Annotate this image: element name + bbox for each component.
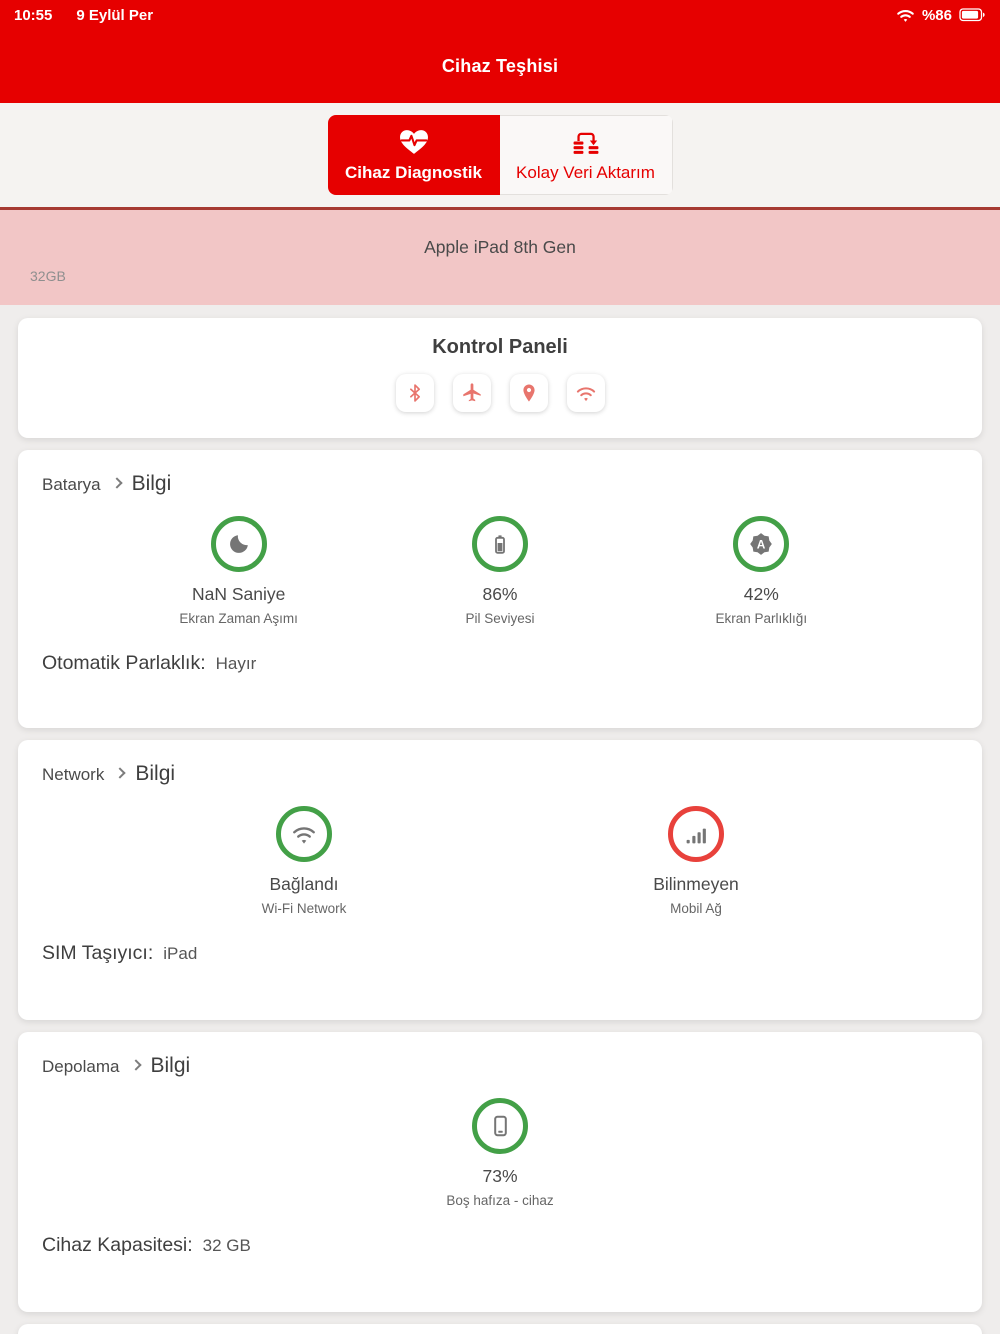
device-banner — [0, 210, 1000, 305]
metric-label: Ekran Parlıklığı — [715, 611, 808, 626]
battery-status-icon — [959, 8, 986, 22]
wifi-icon — [575, 384, 597, 403]
sim-carrier-row — [42, 942, 958, 965]
kv-value: Hayır — [215, 654, 257, 673]
storage-breadcrumb[interactable] — [42, 1054, 958, 1078]
metric-value: 42% — [743, 584, 779, 604]
metric-mobile-network — [586, 806, 806, 916]
battery-breadcrumb[interactable] — [42, 472, 958, 496]
control-panel-card — [18, 318, 982, 438]
battery-icon — [488, 532, 512, 556]
next-section-card-partial — [18, 1324, 982, 1334]
device-model: Apple iPad 8th Gen — [424, 237, 576, 257]
tab-label: Kolay Veri Aktarım — [516, 163, 655, 182]
status-time: 10:55 — [14, 6, 53, 24]
metric-ring — [472, 1098, 528, 1154]
device-capacity-row — [42, 1234, 958, 1257]
svg-text:A: A — [757, 537, 766, 552]
tab-device-diagnostic[interactable] — [328, 115, 500, 195]
app-header — [0, 30, 1000, 103]
device-icon — [488, 1114, 512, 1138]
metric-screen-brightness — [651, 516, 871, 626]
metric-ring — [276, 806, 332, 862]
battery-section-card — [18, 450, 982, 728]
storage-section-card — [18, 1032, 982, 1312]
metric-battery-level — [390, 516, 610, 626]
control-panel-title: Kontrol Paneli — [432, 336, 568, 358]
data-transfer-icon — [569, 127, 603, 156]
wifi-icon — [291, 823, 317, 846]
metric-label: Pil Seviyesi — [465, 611, 535, 626]
network-section-card — [18, 740, 982, 1020]
chevron-right-icon — [111, 477, 122, 488]
breadcrumb-subpage: Bilgi — [131, 472, 172, 495]
signal-bars-icon — [684, 822, 709, 847]
auto-brightness-row — [42, 652, 958, 675]
page-title: Cihaz Teşhisi — [441, 56, 559, 76]
status-date: 9 Eylül Per — [76, 6, 154, 24]
tab-easy-data-transfer[interactable] — [500, 115, 673, 195]
device-capacity: 32GB — [30, 268, 66, 284]
breadcrumb-subpage: Bilgi — [135, 762, 176, 785]
location-icon — [519, 383, 539, 403]
metric-ring — [733, 516, 789, 572]
metric-ring — [211, 516, 267, 572]
heart-pulse-icon — [397, 127, 431, 156]
kv-label: Cihaz Kapasitesi: — [42, 1234, 193, 1256]
wifi-toggle-button[interactable] — [567, 374, 605, 412]
metric-ring — [668, 806, 724, 862]
breadcrumb-category: Network — [42, 765, 105, 784]
metric-value: 86% — [482, 584, 518, 604]
metric-label: Wi-Fi Network — [261, 901, 347, 916]
auto-brightness-icon — [748, 531, 774, 557]
metric-wifi-network — [194, 806, 414, 916]
moon-icon — [227, 532, 251, 556]
metric-value: NaN Saniye — [191, 584, 286, 604]
metric-ring — [472, 516, 528, 572]
tab-label: Cihaz Diagnostik — [345, 163, 482, 182]
metric-label: Ekran Zaman Aşımı — [179, 611, 298, 626]
tab-bar — [0, 103, 1000, 207]
chevron-right-icon — [130, 1059, 141, 1070]
bluetooth-toggle-button[interactable] — [396, 374, 434, 412]
metric-label: Mobil Ağ — [670, 901, 722, 916]
status-bar — [0, 0, 1000, 30]
metric-value: Bağlandı — [269, 874, 339, 894]
breadcrumb-category: Depolama — [42, 1057, 120, 1076]
kv-value: 32 GB — [202, 1236, 251, 1255]
chevron-right-icon — [115, 767, 126, 778]
breadcrumb-category: Batarya — [42, 475, 101, 494]
breadcrumb-subpage: Bilgi — [150, 1054, 191, 1077]
kv-label: Otomatik Parlaklık: — [42, 652, 206, 674]
kv-label: SIM Taşıyıcı: — [42, 942, 154, 964]
metric-value: 73% — [482, 1166, 518, 1186]
network-breadcrumb[interactable] — [42, 762, 958, 786]
metric-free-storage — [390, 1098, 610, 1208]
content-area — [0, 305, 1000, 1334]
kv-value: iPad — [163, 944, 198, 963]
bluetooth-icon — [405, 383, 425, 403]
metric-screen-timeout — [129, 516, 349, 626]
wifi-status-icon — [896, 8, 915, 23]
metric-label: Boş hafıza - cihaz — [446, 1193, 554, 1208]
location-toggle-button[interactable] — [510, 374, 548, 412]
battery-percent: %86 — [921, 6, 952, 24]
airplane-mode-icon — [461, 382, 483, 404]
airplane-mode-toggle-button[interactable] — [453, 374, 491, 412]
metric-value: Bilinmeyen — [653, 874, 739, 894]
